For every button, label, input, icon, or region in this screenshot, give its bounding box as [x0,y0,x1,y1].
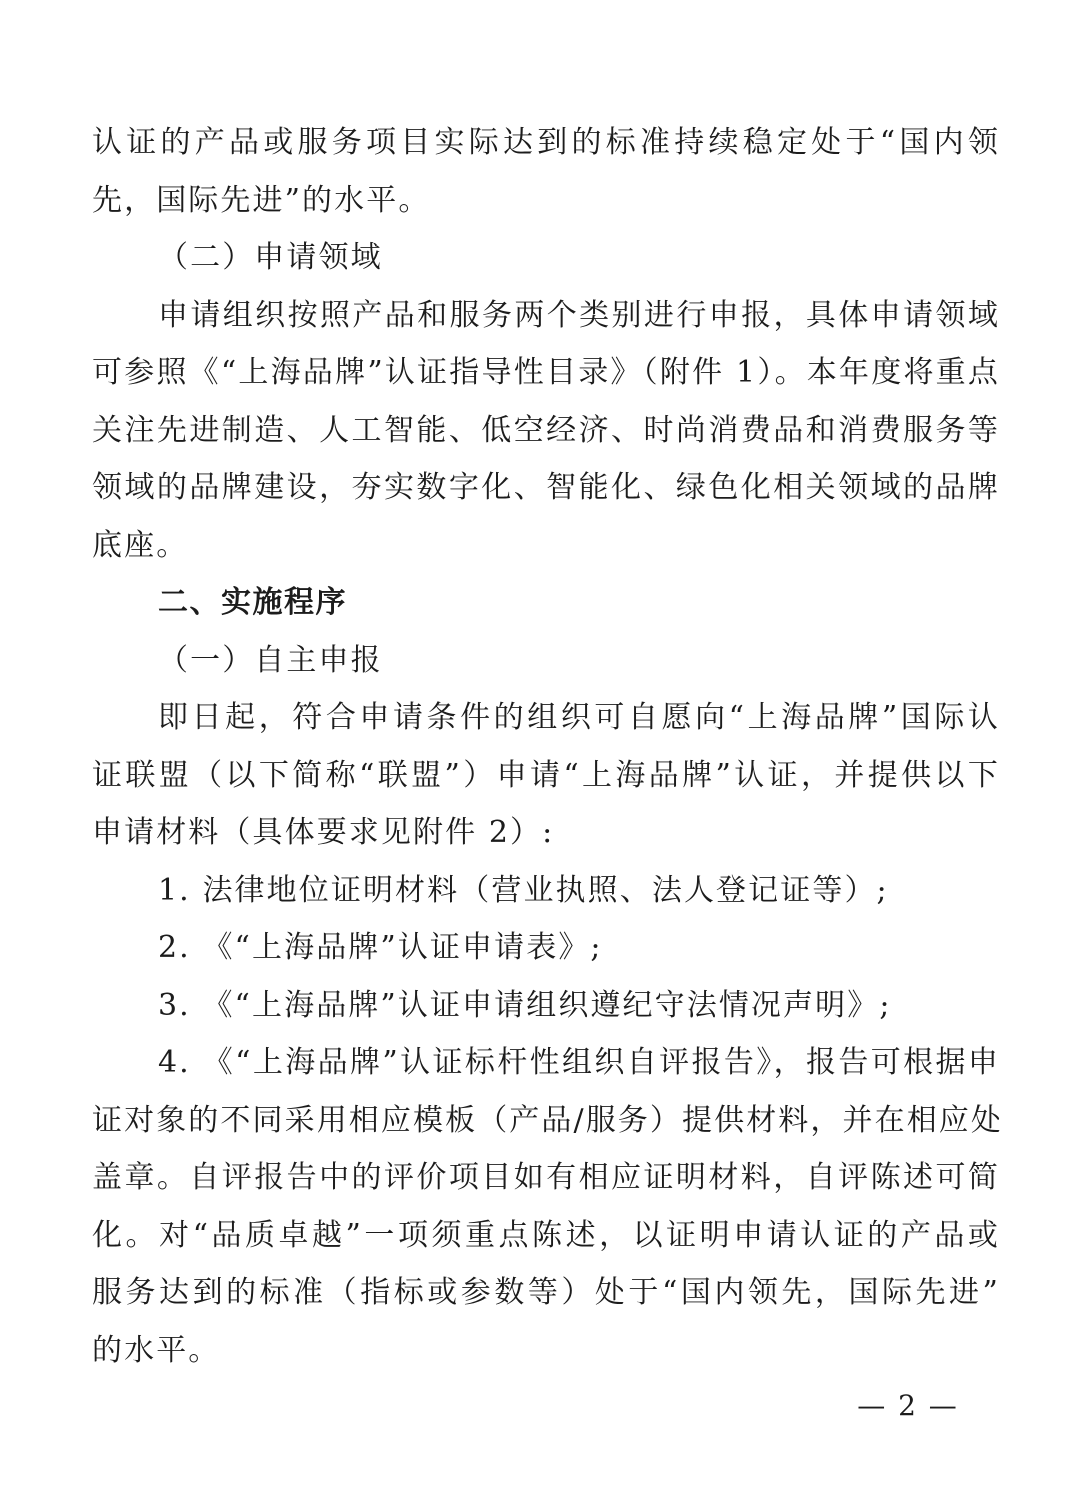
paragraph-line: 可参照《“上海品牌”认证指导性目录》（附件 1）。本年度将重点 [92,355,1000,390]
paragraph-line: 申请材料（具体要求见附件 2）: [92,815,555,850]
paragraph-line: 先，国际先进”的水平。 [92,182,431,218]
paragraph-line: 服务达到的标准（指标或参数等）处于“国内领先，国际先进” [92,1275,1000,1310]
section-subheading: （二）申请领域 [158,240,383,275]
paragraph-line: 盖章。自评报告中的评价项目如有相应证明材料，自评陈述可简 [92,1160,1000,1195]
section-heading: 二、实施程序 [158,585,347,620]
body-text [92,114,1004,1379]
paragraph-line: 化。对“品质卓越”一项须重点陈述，以证明申请认证的产品或 [92,1217,1000,1253]
paragraph-line: 申请组织按照产品和服务两个类别进行申报，具体申请领域 [158,297,1000,333]
paragraph-line: 底座。 [92,527,189,563]
paragraph-line: 的水平。 [92,1332,221,1368]
section-subheading: （一）自主申报 [158,642,383,678]
page-number: — 2 — [857,1389,959,1422]
paragraph-line: 证对象的不同采用相应模板（产品/服务）提供材料，并在相应处 [92,1102,1004,1138]
paragraph-line: 证联盟（以下简称“联盟”）申请“上海品牌”认证，并提供以下 [92,757,1000,793]
list-item: 2. 《“上海品牌”认证申请表》; [158,930,603,965]
paragraph-line: 领域的品牌建设，夯实数字化、智能化、绿色化相关领域的品牌 [92,470,1000,505]
paragraph-line: 关注先进制造、人工智能、低空经济、时尚消费品和消费服务等 [92,412,1000,448]
list-item: 3. 《“上海品牌”认证申请组织遵纪守法情况声明》; [158,987,892,1023]
list-item: 1. 法律地位证明材料（营业执照、法人登记证等）; [158,872,889,908]
list-item: 4. 《“上海品牌”认证标杆性组织自评报告》，报告可根据申 [158,1045,1000,1080]
paragraph-line: 认证的产品或服务项目实际达到的标准持续稳定处于“国内领 [92,125,1000,160]
paragraph-line: 即日起，符合申请条件的组织可自愿向“上海品牌”国际认 [158,700,1000,735]
